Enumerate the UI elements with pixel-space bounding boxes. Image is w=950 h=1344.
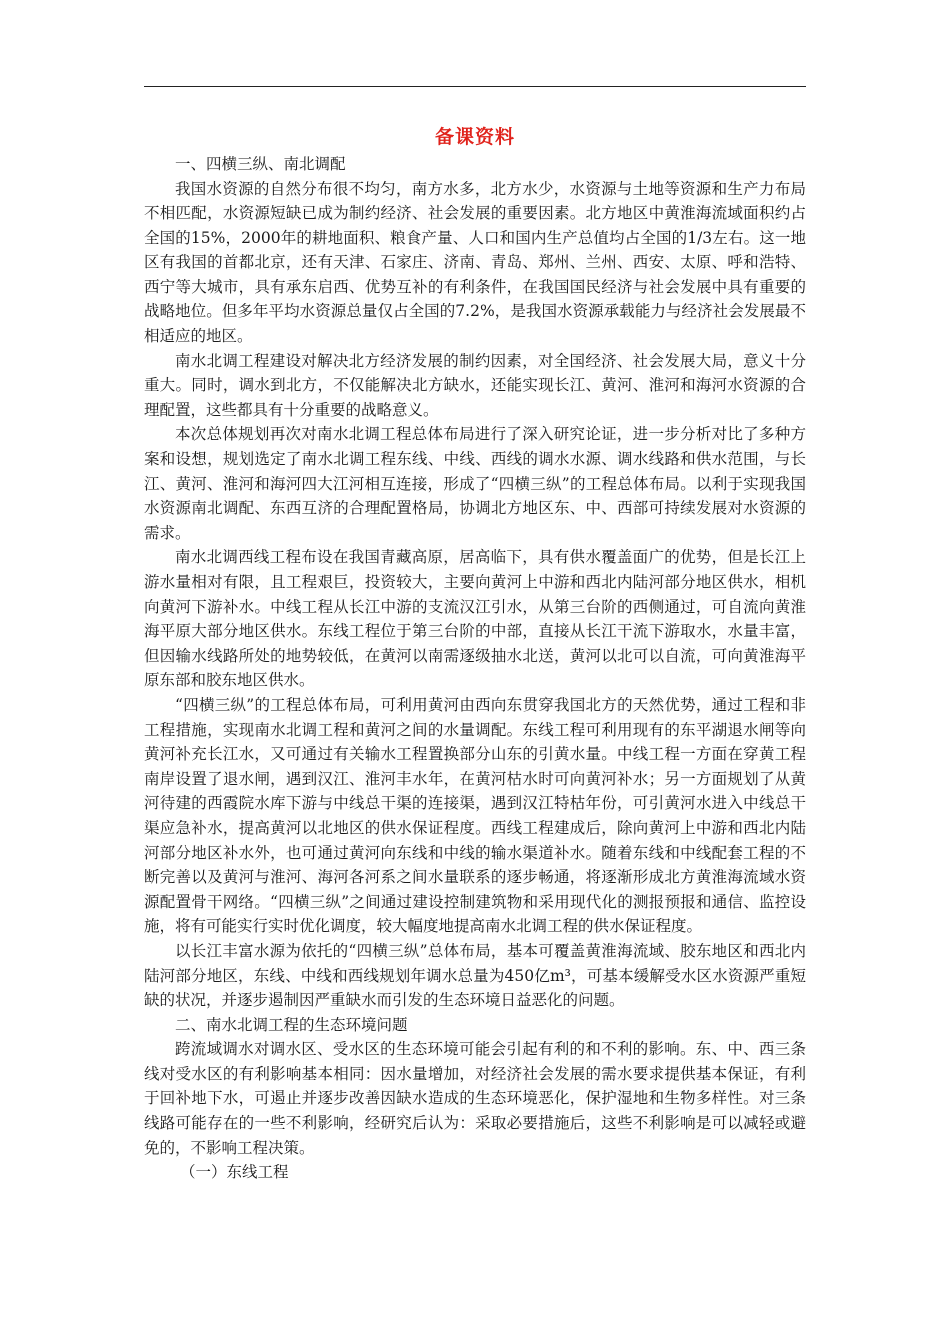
paragraph-6: 以长江丰富水源为依托的“四横三纵”总体布局，基本可覆盖黄淮海流域、胶东地区和西北内陆河部分地区，东线、中线和西线规划年调水总量为450亿m³，可基本缓解受水区水资源严重短缺的状况，并逐步遏制因严重缺水而引发的生态环境日益恶化的问题。 [144,941,806,1010]
document-title: 备课资料 [434,126,515,148]
paragraph-1: 我国水资源的自然分布很不均匀，南方水多，北方水少，水资源与土地等资源和生产力布局不相匹配，水资源短缺已成为制约经济、社会发展的重要因素。北方地区中黄淮海流域面积约占全国的15%，2000年的耕地面积、粮食产量、人口和国内生产总值均占全国的1/3左右。这一地区有我国的首都北京，还有天津、石家庄、济南、青岛、郑州、兰州、西安、太原、呼和浩特、西宁等大城市，具有承东启西、优势互补的有利条件，在我国国民经济与社会发展中具有重要的战略地位。但多年平均水资源总量仅占全国的7.2%，是我国水资源承载能力与经济社会发展最不相适应的地区。 [144,179,806,346]
section-heading-1: 一、四横三纵、南北调配 [175,155,346,173]
section-heading-2: 二、南水北调工程的生态环境问题 [175,1015,408,1034]
paragraph-7: 跨流域调水对调水区、受水区的生态环境可能会引起有利的和不利的影响。东、中、西三条线对受水区的有利影响基本相同：因水量增加，对经济社会发展的需水要求提供基本保证，有利于回补地下水，可遏止并逐步改善因缺水造成的生态环境恶化，保护湿地和生物多样性。对三条线路可能存在的一些不利影响，经研究后认为：采取必要措施后，这些不利影响是可以减轻或避免的，不影响工程决策。 [144,1040,806,1157]
subsection-heading: （一）东线工程 [180,1163,289,1182]
paragraph-2: 南水北调工程建设对解决北方经济发展的制约因素，对全国经济、社会发展大局，意义十分重大。同时，调水到北方，不仅能解决北方缺水，还能实现长江、黄河、淮河和海河水资源的合理配置，这些都具有十分重要的战略意义。 [144,351,806,419]
paragraph-3: 本次总体规划再次对南水北调工程总体布局进行了深入研究论证，进一步分析对比了多种方案和设想，规划选定了南水北调工程东线、中线、西线的调水水源、调水线路和供水范围，与长江、黄河、淮河和海河四大江河相互连接，形成了“四横三纵”的工程总体布局。以利于实现我国水资源南北调配、东西互济的合理配置格局，协调北方地区东、中、西部可持续发展对水资源的需求。 [144,425,806,542]
header-rule [144,86,806,87]
paragraph-4: 南水北调西线工程布设在我国青藏高原，居高临下，具有供水覆盖面广的优势，但是长江上游水量相对有限，且工程艰巨，投资较大，主要向黄河上中游和西北内陆河部分地区供水，相机向黄河下游补水。中线工程从长江中游的支流汉江引水，从第三台阶的西侧通过，可自流向黄淮海平原大部分地区供水。东线工程位于第三台阶的中部，直接从长江干流下游取水，水量丰富，但因输水线路所处的地势较低，在黄河以南需逐级抽水北送，黄河以北可以自流，可向黄淮海平原东部和胶东地区供水。 [144,548,806,690]
paragraph-5: “四横三纵”的工程总体布局，可利用黄河由西向东贯穿我国北方的天然优势，通过工程和非工程措施，实现南水北调工程和黄河之间的水量调配。东线工程可利用现有的东平湖退水闸等向黄河补充长江水，又可通过有关输水工程置换部分山东的引黄水量。中线工程一方面在穿黄工程南岸设置了退水闸，遇到汉江、淮河丰水年，在黄河枯水时可向黄河补水；另一方面规划了从黄河待建的西霞院水库下游与中线总干渠的连接渠，遇到汉江特枯年份，可引黄河水进入中线总干渠应急补水，提高黄河以北地区的供水保证程度。西线工程建成后，除向黄河上中游和西北内陆河部分地区补水外，也可通过黄河向东线和中线的输水渠道补水。随着东线和中线配套工程的不断完善以及黄河与淮河、海河各河系之间水量联系的逐步畅通，将逐渐形成北方黄淮海流域水资源配置骨干网络。“四横三纵”之间通过建设控制建筑物和采用现代化的测报预报和通信、监控设施，将有可能实行实时优化调度，较大幅度地提高南水北调工程的供水保证程度。 [144,695,806,936]
document-body [144,122,806,1185]
